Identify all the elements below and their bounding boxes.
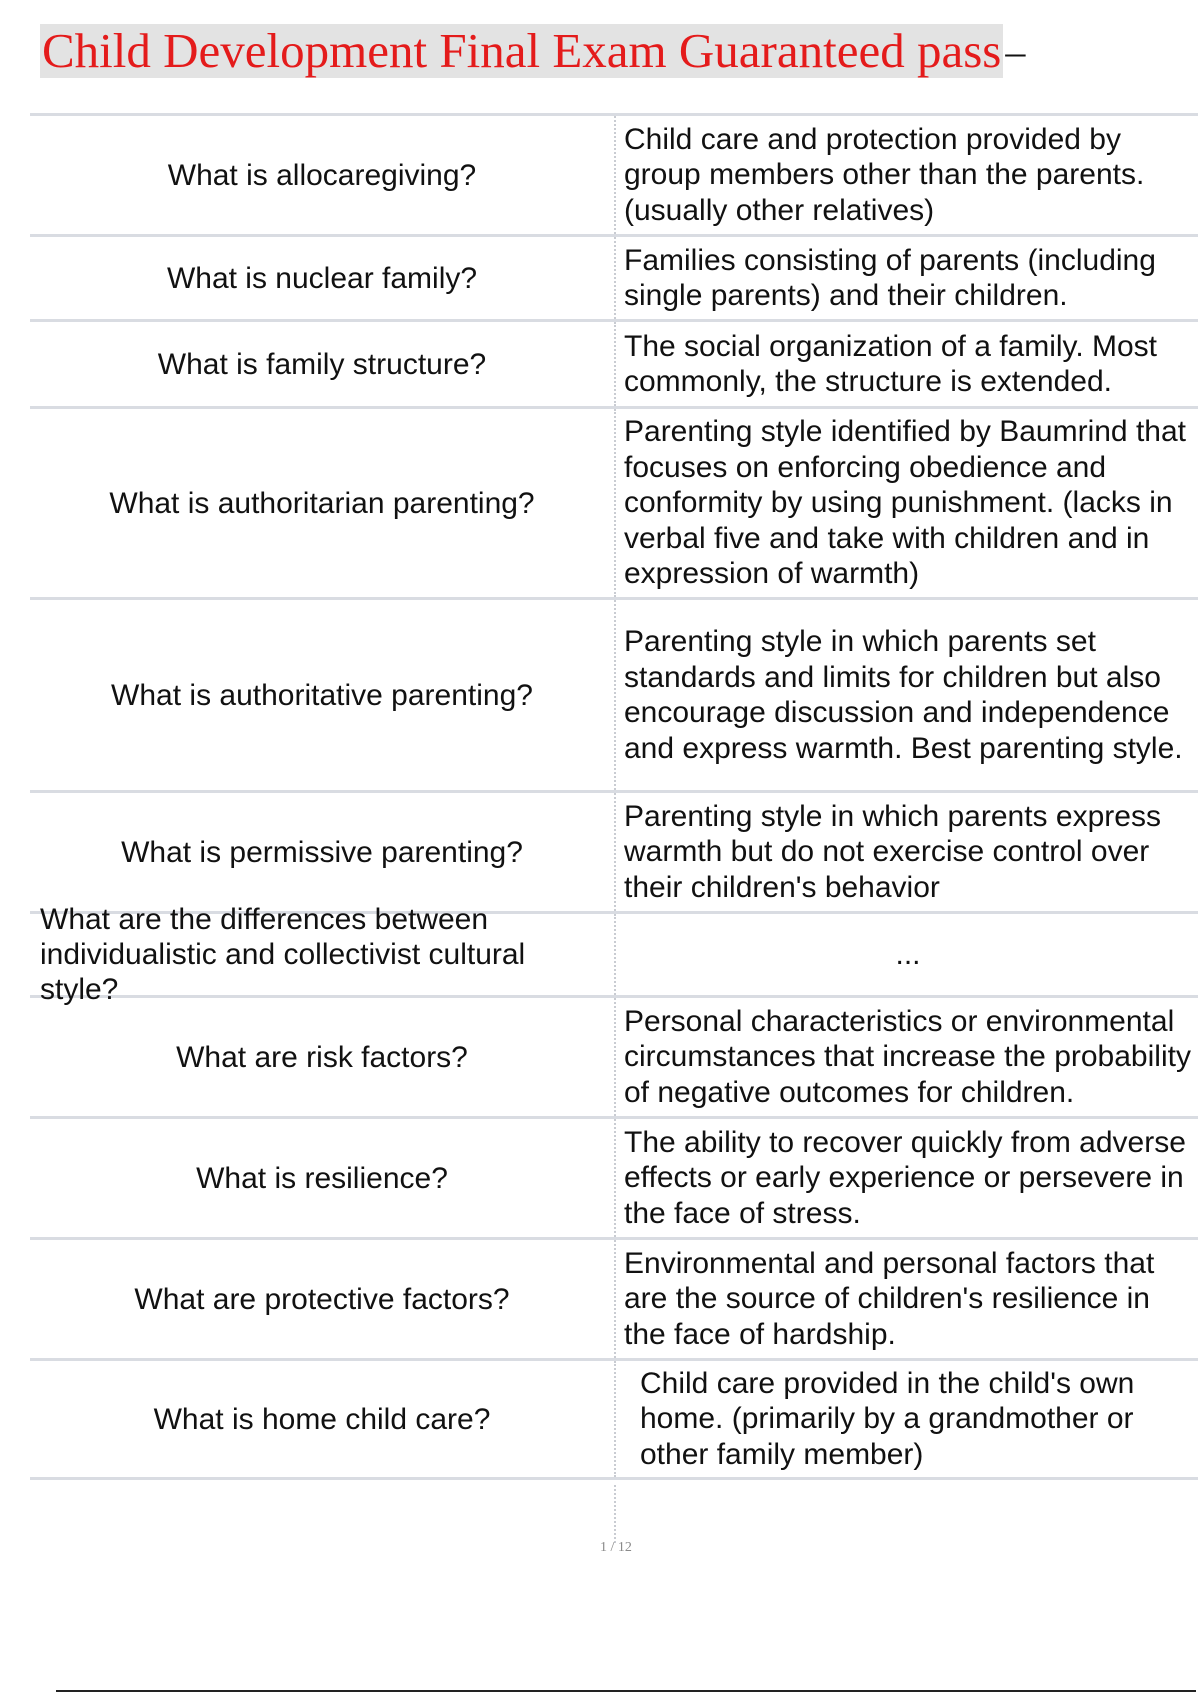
- table-row: [30, 234, 1198, 319]
- question-cell: What is family structure?: [157, 347, 487, 381]
- table-row: [30, 597, 1198, 790]
- question-cell: What is authoritarian parenting?: [109, 486, 535, 520]
- question-cell: What is allocaregiving?: [167, 158, 477, 192]
- answer-cell: Parenting style in which parents express warmth but do not exercise control over their children's behavior: [614, 793, 1198, 911]
- answer-cell: Families consisting of parents (including single parents) and their children.: [614, 237, 1198, 319]
- column-divider-tail: [614, 1485, 616, 1543]
- question-cell: What is authoritative parenting?: [111, 678, 533, 712]
- document-title-block: [40, 24, 1025, 78]
- answer-cell: Environmental and personal factors that are the source of children's resilience in the face of hardship.: [614, 1240, 1198, 1358]
- table-row: [30, 903, 1198, 1006]
- table-row: [30, 113, 1198, 234]
- document-title: Child Development Final Exam Guaranteed pass: [42, 23, 1002, 78]
- bottom-rule: [56, 1690, 1196, 1692]
- answer-cell: Child care and protection provided by group members other than the parents. (usually other relatives): [614, 116, 1198, 234]
- table-row: [30, 406, 1198, 597]
- table-row: [30, 1116, 1198, 1237]
- table-row: [30, 790, 1198, 911]
- question-cell: What are risk factors?: [176, 1040, 468, 1074]
- question-cell: What is nuclear family?: [166, 261, 478, 295]
- question-cell: What is home child care?: [153, 1402, 491, 1436]
- table-row: [30, 319, 1198, 406]
- answer-cell: Personal characteristics or environmental circumstances that increase the probability of negative outcomes for children.: [614, 998, 1198, 1116]
- answer-cell: Parenting style in which parents set standards and limits for children but also encourage discussion and independence and express warmth. Best parenting style.: [614, 600, 1198, 790]
- table-row: [30, 995, 1198, 1116]
- answer-cell: Child care provided in the child's own home. (primarily by a grandmother or other family member): [614, 1361, 1198, 1477]
- page-number: 1 / 12: [600, 1540, 632, 1555]
- answer-cell: Parenting style identified by Baumrind that focuses on enforcing obedience and conformity by using punishment. (lacks in verbal five and take with children and in expression of warmth): [614, 409, 1198, 597]
- question-cell: What are the differences between individualistic and collectivist cultural style?: [40, 903, 526, 1006]
- answer-cell: The ability to recover quickly from adverse effects or early experience or persevere in the face of stress.: [614, 1119, 1198, 1237]
- question-cell: What is permissive parenting?: [121, 835, 523, 869]
- title-dash: –: [1005, 28, 1026, 74]
- table-row: [30, 1358, 1198, 1480]
- answer-cell: ...: [614, 914, 1198, 995]
- answer-cell: The social organization of a family. Most commonly, the structure is extended.: [614, 322, 1198, 406]
- flashcard-table: [30, 113, 1198, 1480]
- table-row: [30, 1237, 1198, 1358]
- question-cell: What are protective factors?: [134, 1282, 510, 1316]
- question-cell: What is resilience?: [196, 1161, 448, 1195]
